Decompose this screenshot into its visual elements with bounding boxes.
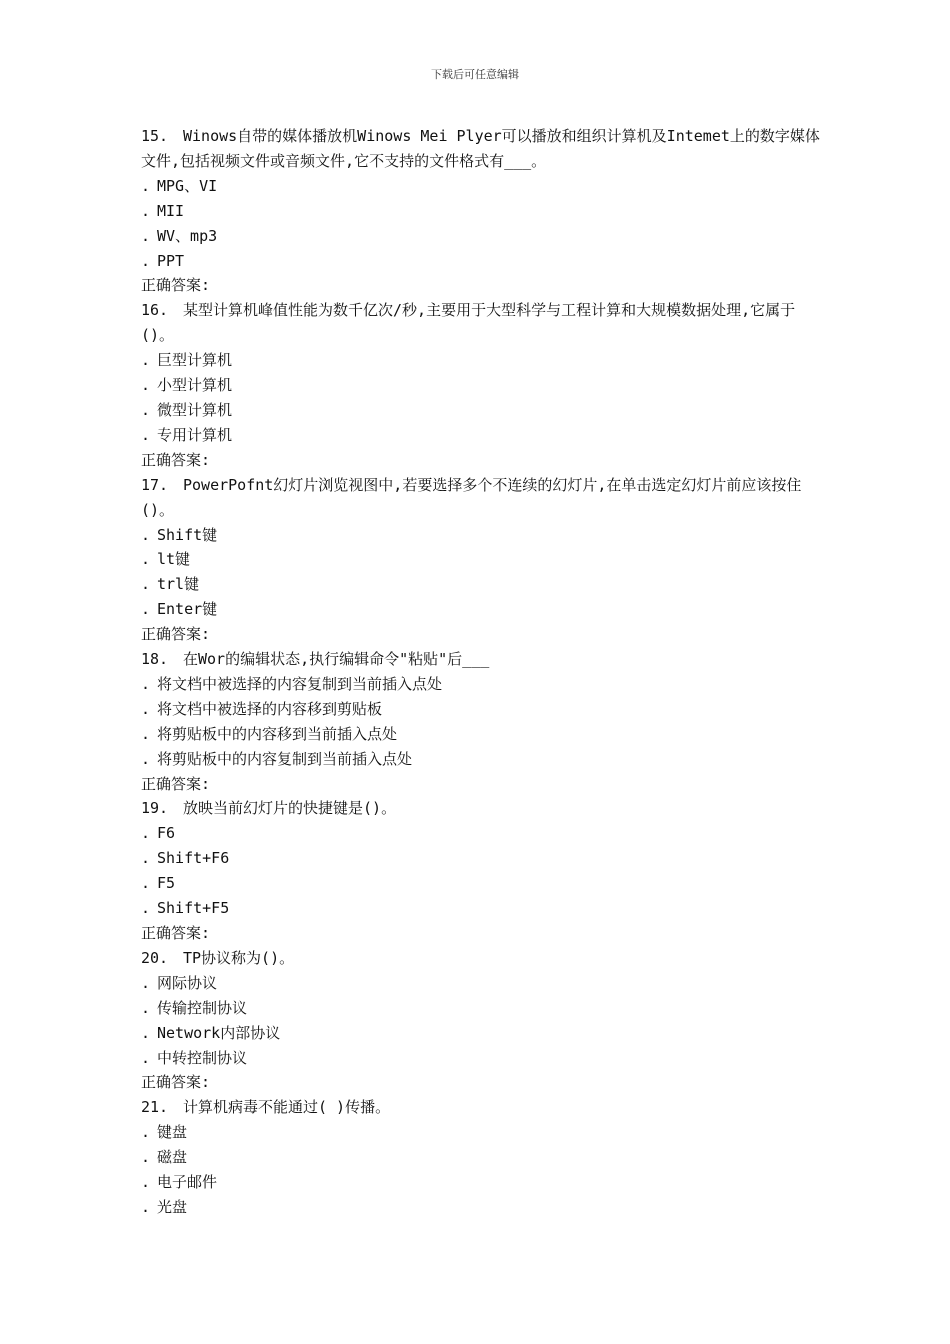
option-text: WV、mp3 [157,226,218,245]
question-stem: Winows自带的媒体播放机Winows Mei Plyer可以播放和组织计算机及Intemet上的数字媒体文件,包括视频文件或音频文件,它不支持的文件格式有___。 [141,127,820,170]
answer-option [141,821,821,846]
option-text: PPT [157,251,185,270]
option-text: 电子邮件 [157,1173,218,1192]
option-text: 传输控制协议 [157,998,248,1017]
correct-answer-label: 正确答案: [141,450,211,469]
option-text: F6 [157,824,176,843]
option-marker: . [141,973,151,992]
question-block [141,946,821,1095]
answer-option [141,1021,821,1046]
option-text: 光盘 [157,1197,188,1216]
option-text: Shift键 [157,525,218,544]
question-text [141,1095,821,1120]
answer-option [141,547,821,572]
answer-option [141,1046,821,1071]
question-text [141,298,821,348]
option-marker: . [141,201,151,220]
question-block [141,647,821,796]
option-marker: . [141,899,151,918]
answer-option [141,1120,821,1145]
option-text: 网际协议 [157,973,218,992]
answer-option [141,1195,821,1220]
question-text [141,796,821,821]
question-text [141,473,821,523]
question-block [141,124,821,298]
option-marker: . [141,351,151,370]
answer-option [141,896,821,921]
option-text: 巨型计算机 [157,351,233,370]
option-text: lt键 [157,550,191,569]
question-text [141,124,821,174]
answer-option [141,697,821,722]
question-number: 16. [141,301,169,320]
question-list [141,124,821,1220]
option-text: 将剪贴板中的内容复制到当前插入点处 [157,749,413,768]
option-marker: . [141,600,151,619]
option-marker: . [141,376,151,395]
option-text: Shift+F6 [157,849,230,868]
answer-option [141,996,821,1021]
option-marker: . [141,176,151,195]
question-block [141,796,821,945]
option-marker: . [141,1123,151,1142]
option-marker: . [141,226,151,245]
question-text [141,946,821,971]
option-text: 将文档中被选择的内容移到剪贴板 [157,699,383,718]
option-text: F5 [157,874,176,893]
option-text: 磁盘 [157,1148,188,1167]
option-text: 将剪贴板中的内容移到当前插入点处 [157,724,398,743]
option-marker: . [141,525,151,544]
answer-option [141,373,821,398]
option-marker: . [141,874,151,893]
correct-answer-label: 正确答案: [141,774,211,793]
option-marker: . [141,1048,151,1067]
option-marker: . [141,1173,151,1192]
option-text: 将文档中被选择的内容复制到当前插入点处 [157,674,443,693]
option-text: MPG、VI [157,176,218,195]
option-marker: . [141,400,151,419]
option-marker: . [141,699,151,718]
correct-answer-label: 正确答案: [141,276,211,295]
question-number: 20. [141,948,169,967]
option-text: Enter键 [157,600,218,619]
question-block [141,1095,821,1220]
answer-option [141,348,821,373]
answer-option [141,224,821,249]
question-block [141,298,821,472]
option-marker: . [141,1148,151,1167]
question-stem: 在Wor的编辑状态,执行编辑命令"粘贴"后___ [183,650,490,669]
answer-option [141,398,821,423]
option-marker: . [141,1197,151,1216]
answer-option [141,523,821,548]
answer-option [141,722,821,747]
option-marker: . [141,998,151,1017]
option-marker: . [141,824,151,843]
answer-option [141,871,821,896]
correct-answer-label: 正确答案: [141,1073,211,1092]
answer-option [141,423,821,448]
option-text: 小型计算机 [157,376,233,395]
option-text: MII [157,201,185,220]
answer-option [141,174,821,199]
option-marker: . [141,849,151,868]
option-text: 键盘 [157,1123,188,1142]
option-marker: . [141,724,151,743]
option-marker: . [141,575,151,594]
question-stem: 放映当前幻灯片的快捷键是()。 [183,799,397,818]
answer-option [141,971,821,996]
answer-option [141,199,821,224]
question-number: 15. [141,127,169,145]
option-text: 微型计算机 [157,400,233,419]
answer-option [141,672,821,697]
option-marker: . [141,1023,151,1042]
question-number: 19. [141,799,169,818]
correct-answer-label: 正确答案: [141,625,211,644]
correct-answer-label: 正确答案: [141,924,211,942]
option-text: 中转控制协议 [157,1048,248,1067]
option-marker: . [141,251,151,270]
option-text: trl键 [157,575,200,594]
option-marker: . [141,749,151,768]
question-number: 21. [141,1098,169,1117]
page-header: 下载后可任意编辑 [431,68,519,81]
question-stem: PowerPofnt幻灯片浏览视图中,若要选择多个不连续的幻灯片,在单击选定幻灯片前应该按住()。 [141,475,802,519]
answer-option [141,597,821,622]
question-number: 18. [141,650,169,669]
answer-option [141,1170,821,1195]
question-stem: TP协议称为()。 [183,948,295,967]
answer-option [141,846,821,871]
answer-option [141,572,821,597]
question-stem: 计算机病毒不能通过( )传播。 [183,1098,391,1117]
option-text: Shift+F5 [157,899,230,918]
option-marker: . [141,674,151,693]
question-number: 17. [141,475,169,494]
option-marker: . [141,550,151,569]
question-text [141,647,821,672]
answer-option [141,747,821,772]
option-text: Network内部协议 [157,1023,281,1042]
question-block [141,473,821,647]
option-text: 专用计算机 [157,425,233,444]
question-stem: 某型计算机峰值性能为数千亿次/秒,主要用于大型科学与工程计算和大规模数据处理,它属于()。 [141,301,796,345]
answer-option [141,249,821,274]
answer-option [141,1145,821,1170]
option-marker: . [141,425,151,444]
